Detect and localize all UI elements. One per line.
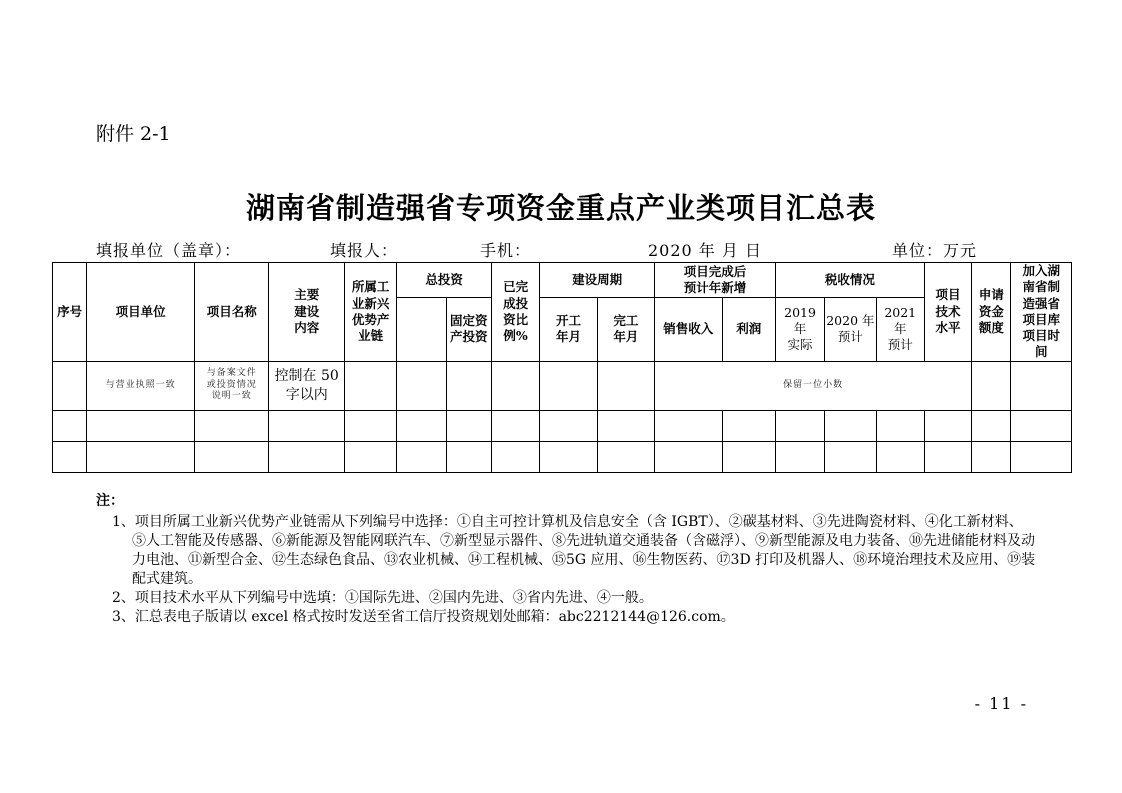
name-hint: 与备案文件 或投资情况 说明一致 xyxy=(194,361,269,410)
header-sales: 销售收入 xyxy=(655,297,722,361)
header-done-ratio: 已完 成投 资比 例% xyxy=(491,263,539,362)
header-2019: 2019 年 实际 xyxy=(775,297,824,361)
header-total-invest: 总投资 xyxy=(397,263,492,298)
header-apply: 申请 资金 额度 xyxy=(972,263,1011,362)
header-chain: 所属工 业新兴 优势产 业链 xyxy=(344,263,396,362)
header-2021: 2021 年 预计 xyxy=(876,297,924,361)
header-2020: 2020 年 预计 xyxy=(825,297,876,361)
header-start: 开工 年月 xyxy=(540,297,597,361)
fill-filler-label: 填报人： xyxy=(330,241,399,260)
header-profit: 利润 xyxy=(722,297,775,361)
note-item: 3、汇总表电子版请以 excel 格式按时发送至省工信厅投资规划处邮箱：abc2212144@126.com。 xyxy=(112,609,735,625)
header-name: 项目名称 xyxy=(194,263,269,362)
header-finish: 完工 年月 xyxy=(597,297,654,361)
notes-label: 注： xyxy=(96,493,124,509)
header-new-after: 项目完成后 预计年新增 xyxy=(655,263,776,298)
attachment-label: 附件 2-1 xyxy=(96,123,171,145)
header-fixed-invest: 固定资 产投资 xyxy=(446,297,491,361)
header-library: 加入湖 南省制 造强省 项目库 项目时 间 xyxy=(1011,263,1072,362)
summary-table xyxy=(52,262,1072,473)
header-total-invest-blank xyxy=(397,297,446,361)
note-item: 2、项目技术水平从下列编号中选填：①国际先进、②国内先进、③省内先进、④一般。 xyxy=(112,590,653,606)
fill-phone-label: 手机： xyxy=(480,241,532,260)
table-row xyxy=(53,410,1072,441)
page-title: 湖南省制造强省专项资金重点产业类项目汇总表 xyxy=(245,191,876,225)
header-content: 主要 建设 内容 xyxy=(269,263,345,362)
header-unit: 项目单位 xyxy=(87,263,195,362)
fill-unit-label: 填报单位（盖章）： xyxy=(96,241,242,260)
fill-currency-label: 单位：万元 xyxy=(892,241,978,260)
table-row xyxy=(53,361,1072,410)
header-period: 建设周期 xyxy=(540,263,655,298)
header-seq: 序号 xyxy=(53,263,87,362)
note-item: 1、项目所属工业新兴优势产业链需从下列编号中选择：①自主可控计算机及信息安全（含 IGBT）、②碳基材料、③先进陶瓷材料、④化工新材料、⑤人工智能及传感器、⑥新能源及智能网联汽车、⑦新型显示器件、⑧先进轨道交通装备（含磁浮）、⑨新型能源及电力装备、⑩先进储能材料及动力电池、⑪新型合金、⑫生态绿色食品、⑬农业机械、⑭工程机械、⑮5G 应用、⑯生物医药、⑰3D 打印及机器人、⑱环境治理技术及应用、⑲装配式建筑。 xyxy=(112,514,1036,587)
page-number: - 11 - xyxy=(974,694,1028,713)
header-tax: 税收情况 xyxy=(775,263,924,298)
decimal-hint: 保留一位小数 xyxy=(655,361,972,410)
fill-date-label: 2020 年 月 日 xyxy=(648,241,762,260)
table-row xyxy=(53,441,1072,472)
notes xyxy=(96,492,1036,627)
header-tech: 项目 技术 水平 xyxy=(924,263,971,362)
unit-hint: 与营业执照一致 xyxy=(87,361,195,410)
content-hint: 控制在 50 字以内 xyxy=(269,361,345,410)
cell-seq xyxy=(53,361,87,410)
